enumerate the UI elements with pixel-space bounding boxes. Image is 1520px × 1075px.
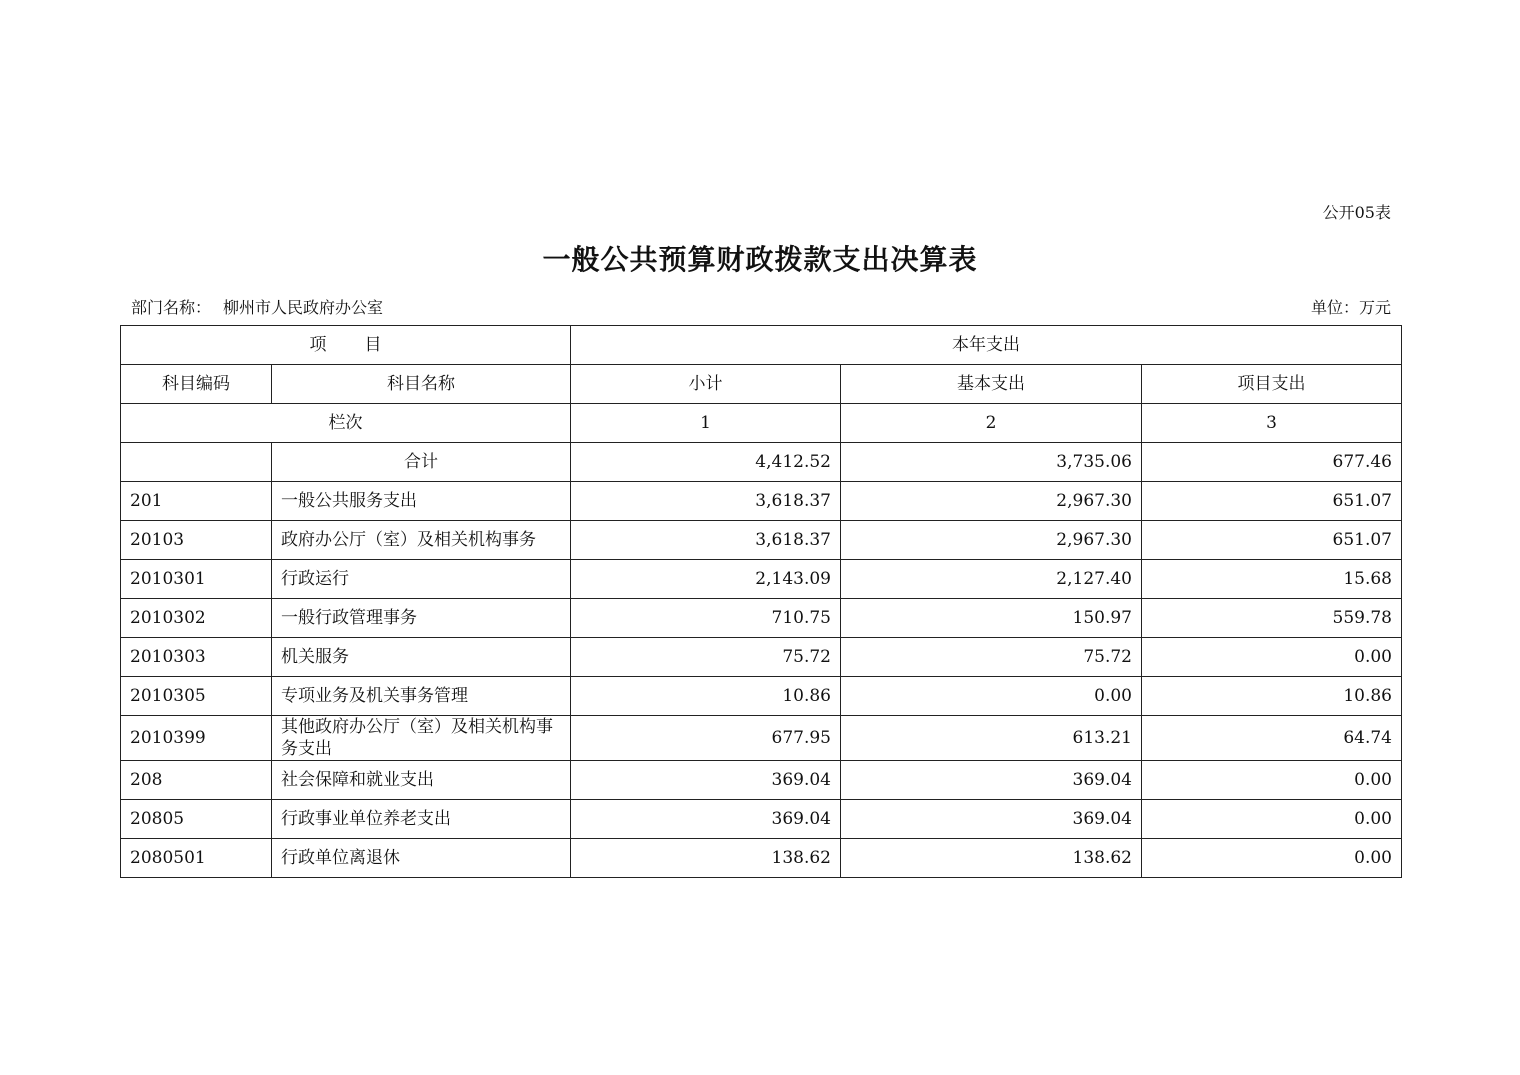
row-basic: 150.97 <box>841 599 1142 638</box>
table-header-row-1 <box>121 326 1402 365</box>
row-name: 专项业务及机关事务管理 <box>272 677 571 716</box>
row-subtotal: 3,618.37 <box>571 521 841 560</box>
department-label: 部门名称： <box>131 298 212 317</box>
row-name: 行政运行 <box>272 560 571 599</box>
row-basic: 138.62 <box>841 839 1142 878</box>
row-basic: 2,967.30 <box>841 521 1142 560</box>
row-project: 0.00 <box>1142 638 1402 677</box>
table-row <box>121 761 1402 800</box>
row-code: 2010399 <box>121 716 272 761</box>
department-name: 柳州市人民政府办公室 <box>223 298 384 317</box>
column-index-1: 1 <box>571 404 841 443</box>
table-row <box>121 800 1402 839</box>
header-subtotal: 小计 <box>571 365 841 404</box>
row-basic: 369.04 <box>841 761 1142 800</box>
row-code: 201 <box>121 482 272 521</box>
total-label: 合计 <box>272 443 571 482</box>
row-project: 651.07 <box>1142 521 1402 560</box>
row-name: 一般公共服务支出 <box>272 482 571 521</box>
row-subtotal: 369.04 <box>571 800 841 839</box>
row-name: 政府办公厅（室）及相关机构事务 <box>272 521 571 560</box>
row-code: 2010303 <box>121 638 272 677</box>
row-subtotal: 10.86 <box>571 677 841 716</box>
row-name: 机关服务 <box>272 638 571 677</box>
table-row <box>121 716 1402 761</box>
row-code: 2010302 <box>121 599 272 638</box>
row-basic: 2,127.40 <box>841 560 1142 599</box>
row-basic: 0.00 <box>841 677 1142 716</box>
row-subtotal: 710.75 <box>571 599 841 638</box>
column-index-3: 3 <box>1142 404 1402 443</box>
row-subtotal: 2,143.09 <box>571 560 841 599</box>
row-project: 651.07 <box>1142 482 1402 521</box>
header-name: 科目名称 <box>272 365 571 404</box>
expenditure-table <box>120 325 1402 878</box>
total-subtotal: 4,412.52 <box>571 443 841 482</box>
row-code: 2080501 <box>121 839 272 878</box>
header-basic: 基本支出 <box>841 365 1142 404</box>
table-row <box>121 521 1402 560</box>
row-basic: 75.72 <box>841 638 1142 677</box>
total-code <box>121 443 272 482</box>
row-project: 0.00 <box>1142 761 1402 800</box>
total-row <box>121 443 1402 482</box>
form-number: 公开05表 <box>1322 203 1391 222</box>
total-project: 677.46 <box>1142 443 1402 482</box>
row-project: 15.68 <box>1142 560 1402 599</box>
row-subtotal: 75.72 <box>571 638 841 677</box>
table-row <box>121 677 1402 716</box>
row-project: 0.00 <box>1142 800 1402 839</box>
row-project: 0.00 <box>1142 839 1402 878</box>
row-basic: 369.04 <box>841 800 1142 839</box>
column-index-label: 栏次 <box>121 404 571 443</box>
table-row <box>121 482 1402 521</box>
row-project: 559.78 <box>1142 599 1402 638</box>
row-name: 一般行政管理事务 <box>272 599 571 638</box>
header-code: 科目编码 <box>121 365 272 404</box>
row-name: 行政事业单位养老支出 <box>272 800 571 839</box>
unit-label: 单位：万元 <box>1310 298 1391 317</box>
table-row <box>121 638 1402 677</box>
department-info <box>131 295 383 318</box>
header-project: 项目支出 <box>1142 365 1402 404</box>
row-code: 20805 <box>121 800 272 839</box>
table-row <box>121 560 1402 599</box>
row-code: 2010301 <box>121 560 272 599</box>
header-item: 项 目 <box>121 326 571 365</box>
row-subtotal: 3,618.37 <box>571 482 841 521</box>
page-title: 一般公共预算财政拨款支出决算表 <box>542 243 978 276</box>
row-name: 其他政府办公厅（室）及相关机构事务支出 <box>272 716 571 761</box>
row-project: 10.86 <box>1142 677 1402 716</box>
column-index-row <box>121 404 1402 443</box>
table-row <box>121 839 1402 878</box>
column-index-2: 2 <box>841 404 1142 443</box>
row-subtotal: 138.62 <box>571 839 841 878</box>
table-header-row-2 <box>121 365 1402 404</box>
row-name: 社会保障和就业支出 <box>272 761 571 800</box>
row-basic: 2,967.30 <box>841 482 1142 521</box>
row-subtotal: 677.95 <box>571 716 841 761</box>
row-code: 208 <box>121 761 272 800</box>
header-year-expense: 本年支出 <box>571 326 1402 365</box>
table-row <box>121 599 1402 638</box>
row-subtotal: 369.04 <box>571 761 841 800</box>
row-code: 20103 <box>121 521 272 560</box>
row-name: 行政单位离退休 <box>272 839 571 878</box>
row-code: 2010305 <box>121 677 272 716</box>
row-basic: 613.21 <box>841 716 1142 761</box>
row-project: 64.74 <box>1142 716 1402 761</box>
total-basic: 3,735.06 <box>841 443 1142 482</box>
